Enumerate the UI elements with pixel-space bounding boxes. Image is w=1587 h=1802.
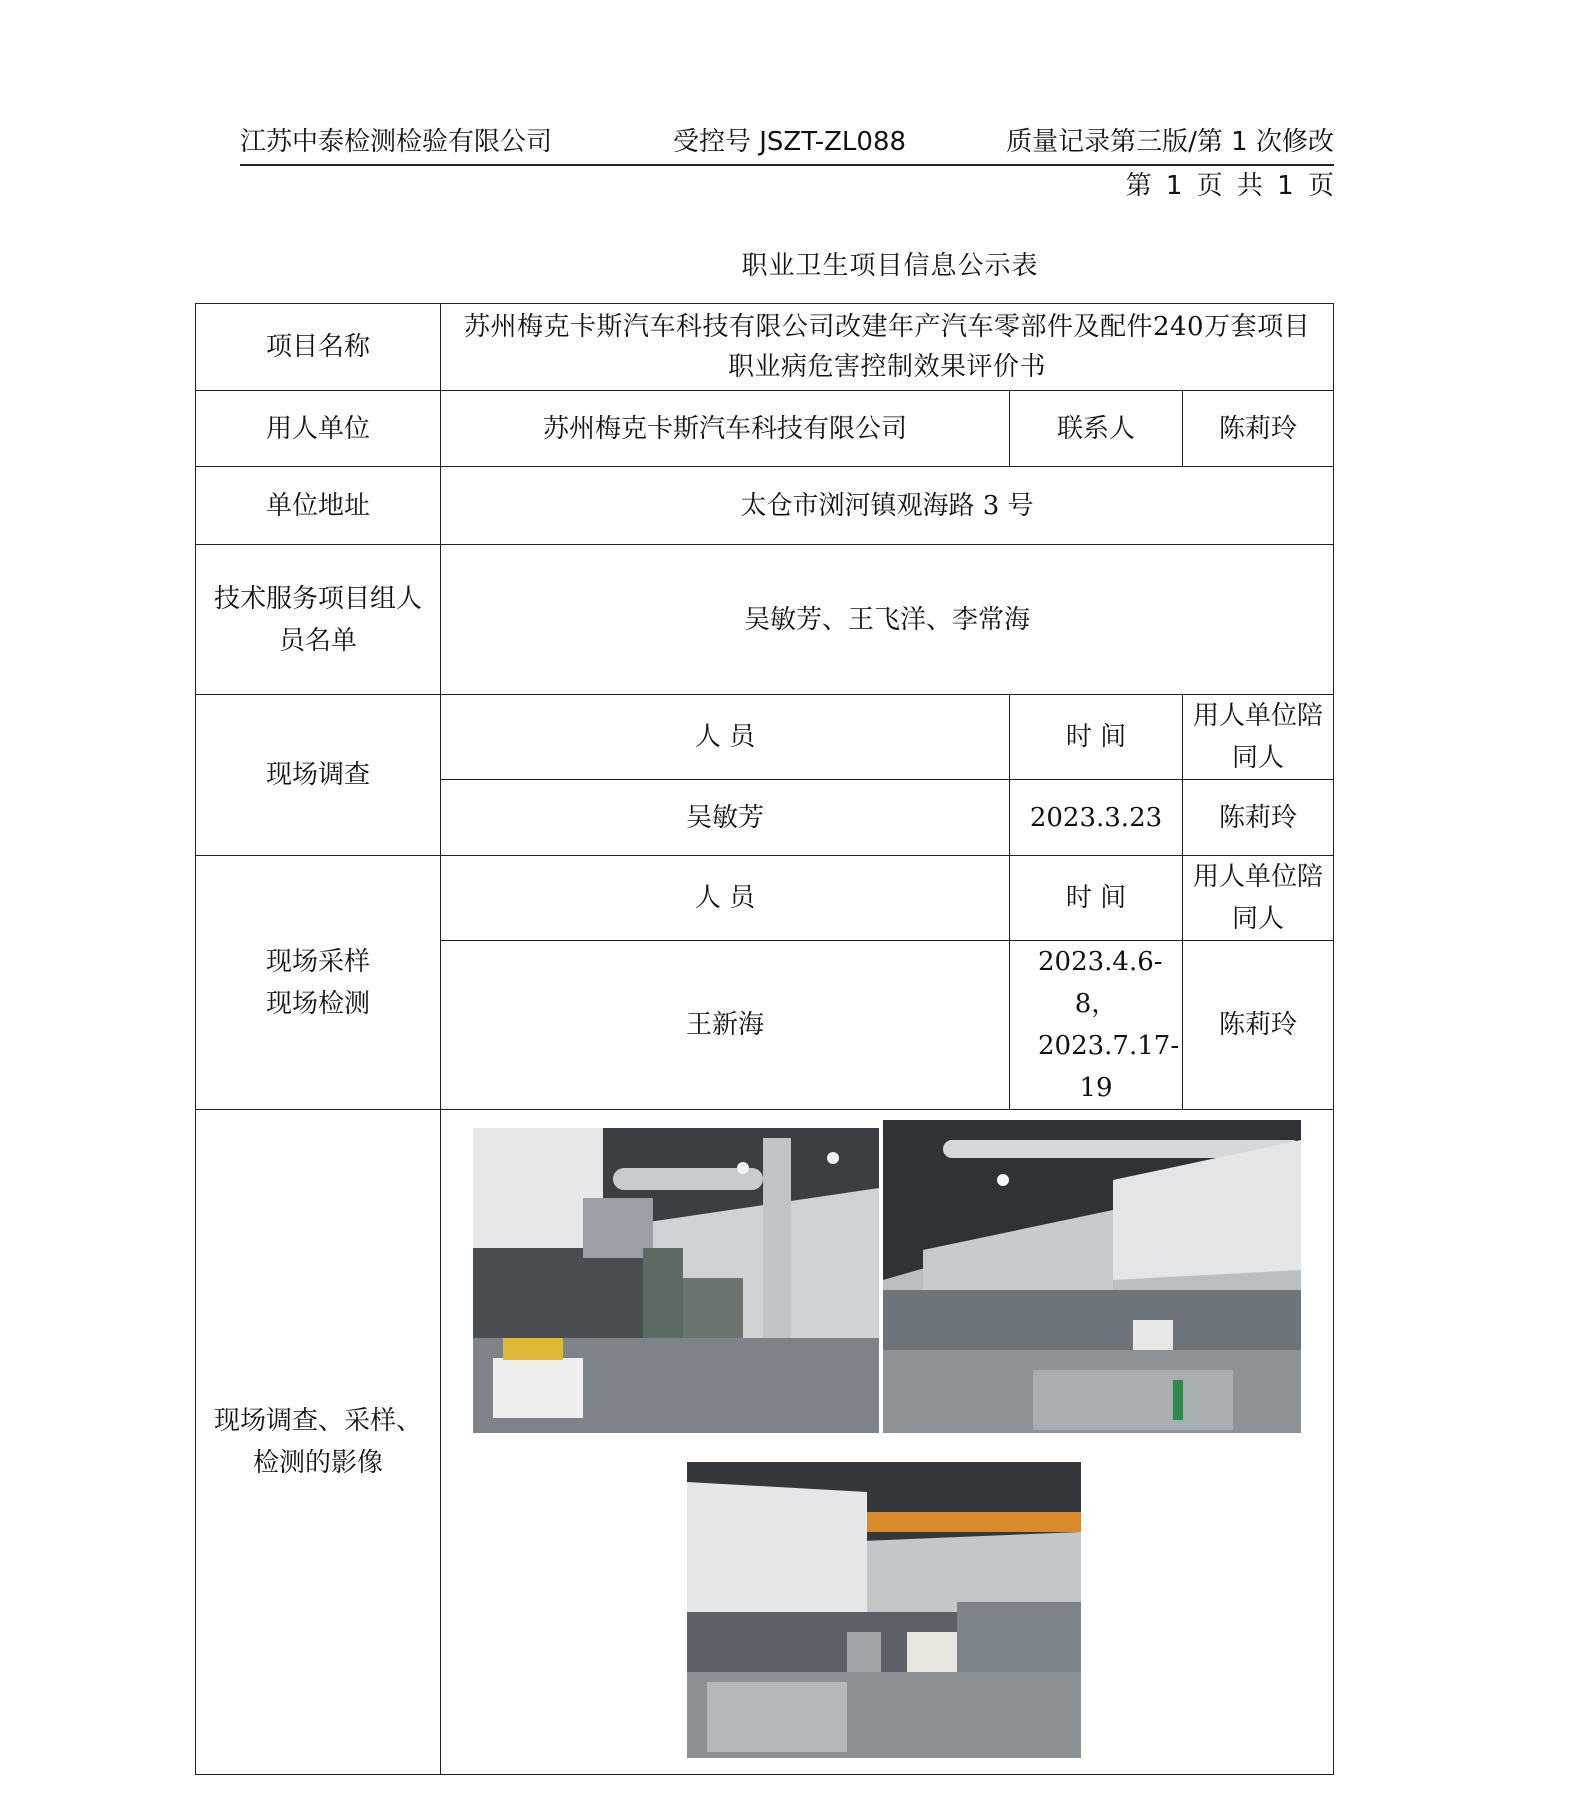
sampling-time: 2023.4.6-8，2023.7.17-19 xyxy=(1010,941,1183,1110)
header-page-number: 第 1 页 共 1 页 xyxy=(1125,171,1334,201)
row-employer xyxy=(196,391,1334,467)
employer-value: 苏州梅克卡斯汽车科技有限公司 xyxy=(441,391,1010,467)
team-value: 吴敏芳、王飞洋、李常海 xyxy=(441,545,1334,695)
sampling-escort: 陈莉玲 xyxy=(1183,941,1334,1110)
document-title: 职业卫生项目信息公示表 xyxy=(741,251,1039,281)
contact-value: 陈莉玲 xyxy=(1183,391,1334,467)
photo-area xyxy=(441,1110,1333,1774)
survey-col-person: 人 员 xyxy=(441,695,1010,780)
document-title-row xyxy=(0,246,1587,286)
project-name-value: 苏州梅克卡斯汽车科技有限公司改建年产汽车零部件及配件240万套项目职业病危害控制效果评价书 xyxy=(441,304,1334,391)
employer-label: 用人单位 xyxy=(196,391,441,467)
header-control-number: 受控号 JSZT-ZL088 xyxy=(673,127,907,157)
row-project-name xyxy=(196,304,1334,391)
sampling-col-person: 人 员 xyxy=(441,856,1010,941)
row-images xyxy=(196,1110,1334,1775)
survey-escort: 陈莉玲 xyxy=(1183,780,1334,856)
project-name-label: 项目名称 xyxy=(196,304,441,391)
survey-col-time: 时 间 xyxy=(1010,695,1183,780)
survey-col-escort: 用人单位陪同人 xyxy=(1183,695,1334,780)
survey-time: 2023.3.23 xyxy=(1010,780,1183,856)
address-value: 太仓市浏河镇观海路 3 号 xyxy=(441,467,1334,545)
survey-person: 吴敏芳 xyxy=(441,780,1010,856)
row-sampling-header xyxy=(196,856,1334,941)
info-table xyxy=(195,303,1334,1775)
team-label: 技术服务项目组人员名单 xyxy=(196,545,441,695)
factory-photo-1 xyxy=(473,1128,879,1433)
sampling-col-time: 时 间 xyxy=(1010,856,1183,941)
address-label: 单位地址 xyxy=(196,467,441,545)
header-revision: 质量记录第三版/第 1 次修改 xyxy=(1006,127,1334,157)
row-address xyxy=(196,467,1334,545)
images-label: 现场调查、采样、检测的影像 xyxy=(196,1110,441,1775)
survey-label: 现场调查 xyxy=(196,695,441,856)
images-cell xyxy=(441,1110,1334,1775)
factory-photo-3 xyxy=(687,1462,1081,1758)
row-team xyxy=(196,545,1334,695)
sampling-person: 王新海 xyxy=(441,941,1010,1110)
sampling-label: 现场采样 现场检测 xyxy=(196,856,441,1110)
sampling-col-escort: 用人单位陪同人 xyxy=(1183,856,1334,941)
header-company: 江苏中泰检测检验有限公司 xyxy=(240,127,553,157)
row-survey-header xyxy=(196,695,1334,780)
factory-photo-2 xyxy=(883,1120,1301,1433)
contact-label: 联系人 xyxy=(1010,391,1183,467)
